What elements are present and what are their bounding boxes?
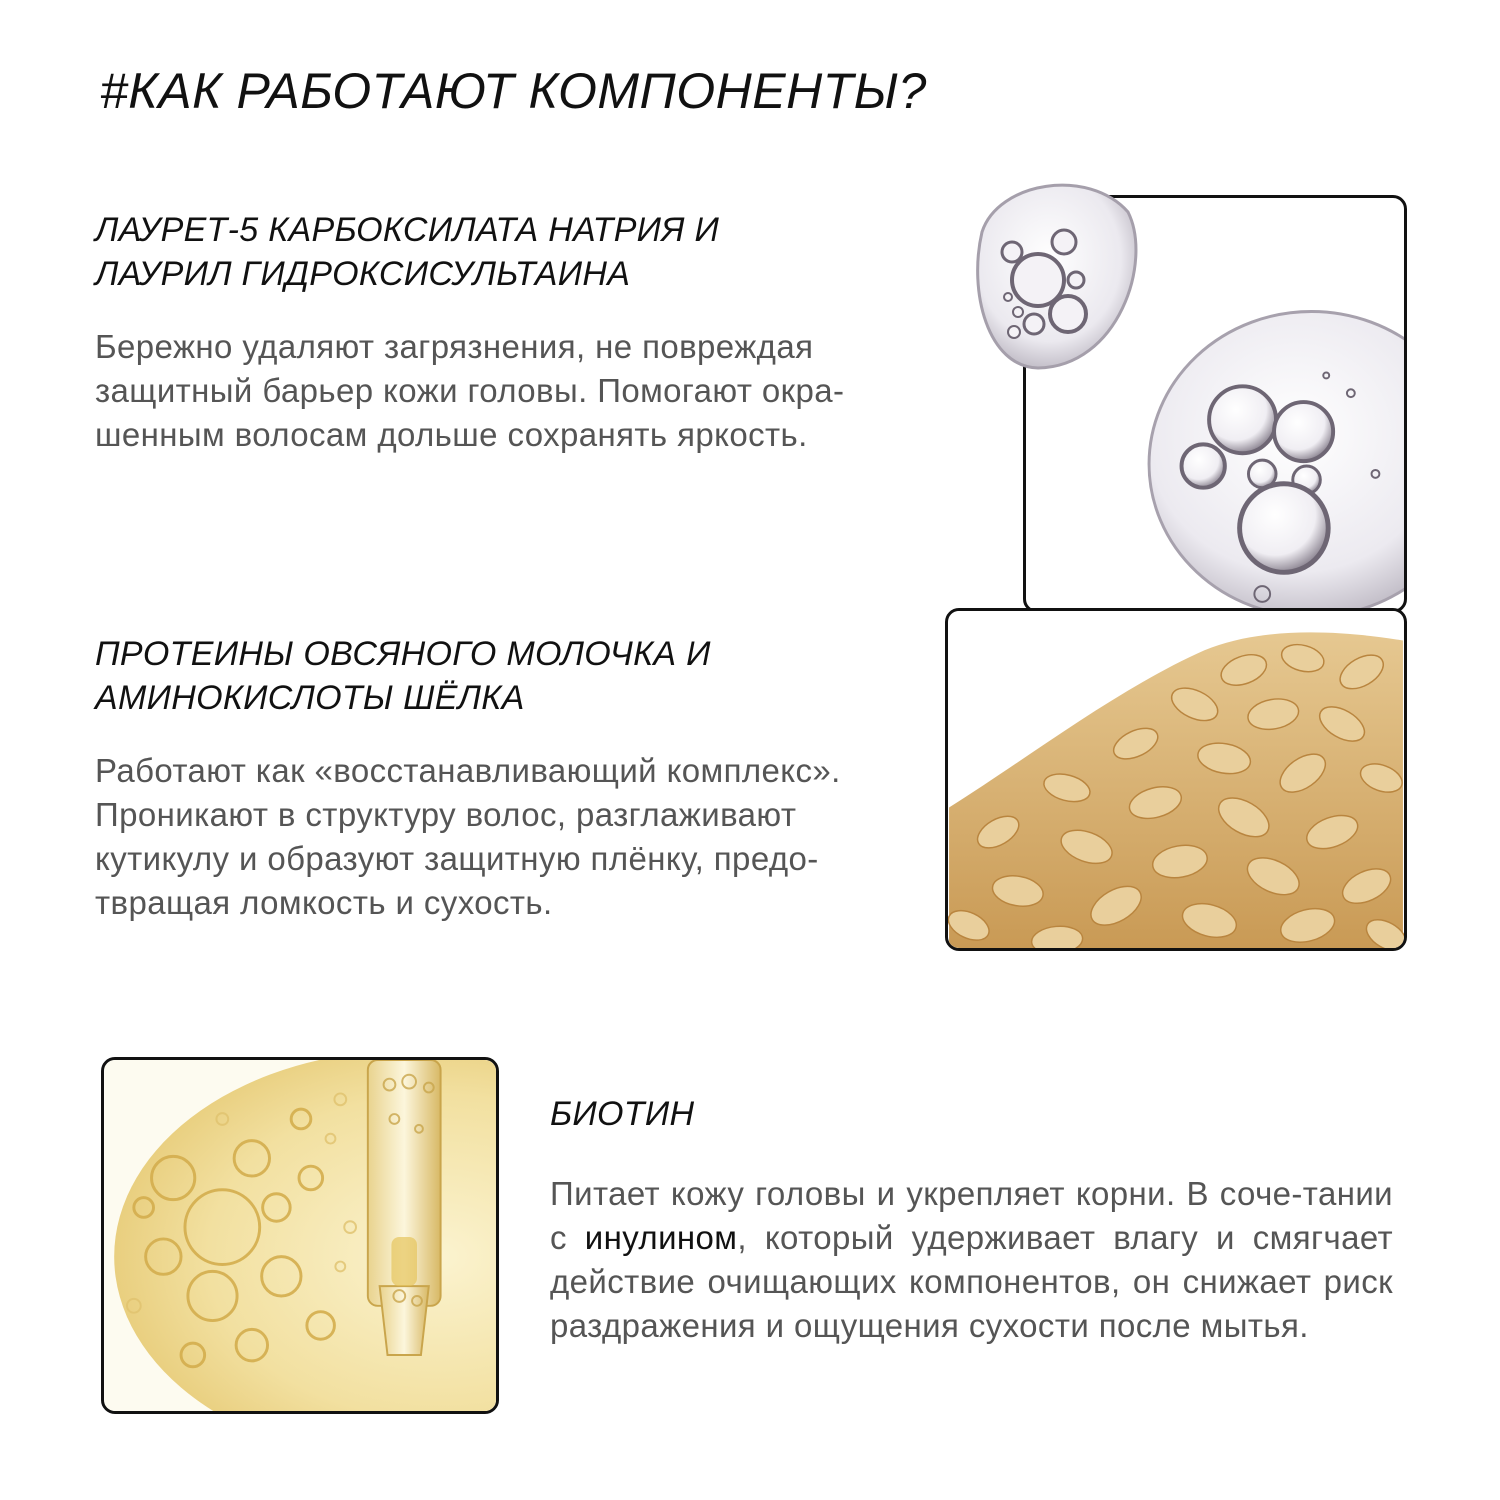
body-text-before: Питает кожу головы и укрепляет корни. В соче-тании с — [550, 1175, 1393, 1256]
heading-line: АМИНОКИСЛОТЫ ШЁЛКА — [95, 679, 525, 717]
section-body — [550, 1172, 1393, 1348]
serum-pipette-graphic — [104, 1060, 496, 1411]
heading-line: ЛАУРИЛ ГИДРОКСИСУЛЬТАИНА — [95, 255, 631, 293]
body-line: кутикулу и образуют защитную плёнку, предо- — [95, 840, 819, 877]
body-text-after: , который удерживает влагу и смягчает действие очищающих компонентов, он снижает риск раздражения и ощущения сухости после мытья. — [550, 1219, 1393, 1344]
body-line: твращая ломкость и сухость. — [95, 884, 553, 921]
section-heading: БИОТИН — [550, 1095, 695, 1133]
golden-serum-pipette-image — [101, 1057, 499, 1414]
body-line: шенным волосам дольше сохранять яркость. — [95, 416, 808, 453]
inulin-highlight: инулином — [584, 1219, 738, 1256]
body-line: защитный барьер кожи головы. Помогают окра- — [95, 372, 845, 409]
section-body — [95, 749, 841, 925]
heading-line: ПРОТЕИНЫ ОВСЯНОГО МОЛОЧКА И — [95, 635, 711, 673]
body-line: Работают как «восстанавливающий комплекс». — [95, 752, 841, 789]
oat-flakes-graphic — [948, 611, 1404, 948]
section-heading — [95, 632, 711, 720]
oat-flakes-image — [945, 608, 1407, 951]
small-bubbles-drop-image — [968, 172, 1140, 372]
section-heading — [95, 208, 719, 296]
page-title: #КАК РАБОТАЮТ КОМПОНЕНТЫ? — [100, 63, 927, 119]
body-line: Бережно удаляют загрязнения, не повреждая — [95, 328, 814, 365]
section-body — [95, 325, 844, 457]
body-line: Проникают в структуру волос, разглаживают — [95, 796, 797, 833]
heading-line: ЛАУРЕТ-5 КАРБОКСИЛАТА НАТРИЯ И — [95, 211, 720, 249]
small-bubbles-graphic — [968, 172, 1140, 372]
